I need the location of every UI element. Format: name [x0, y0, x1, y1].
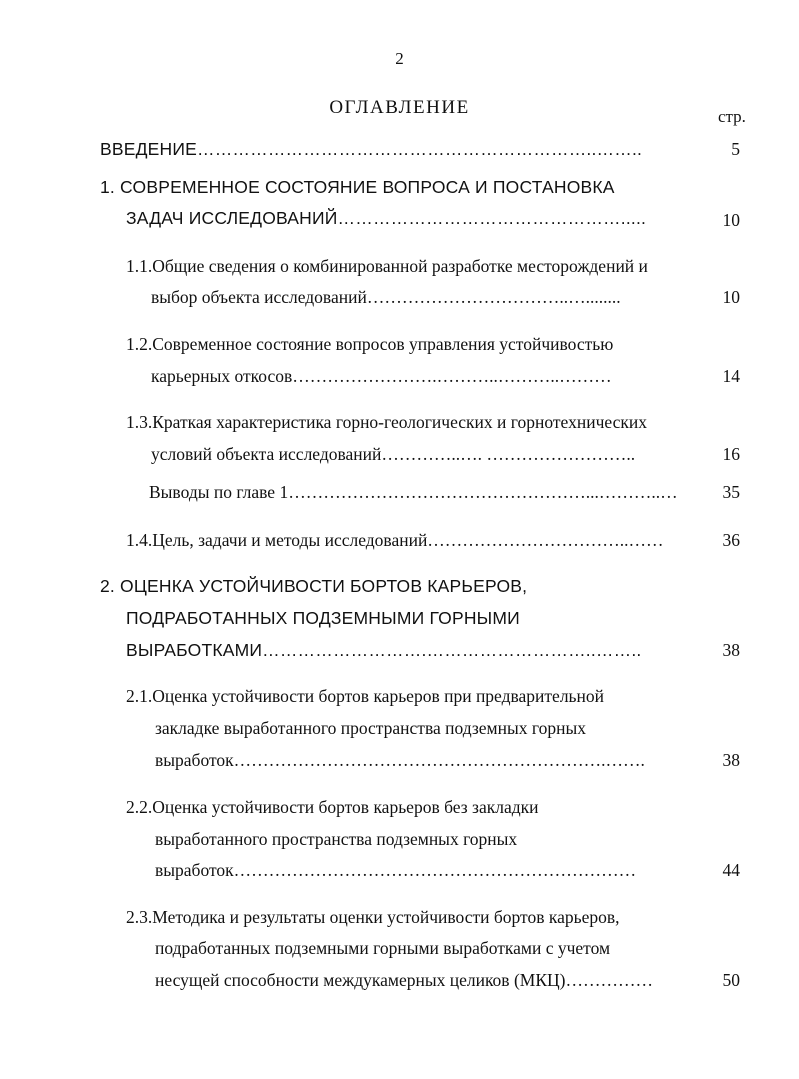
toc-section-1-1-line-2: выбор объекта исследований……………………………..…........ [151, 287, 621, 307]
toc-page-section-1-2: 14 [722, 366, 740, 386]
toc-page-section-1-4: 36 [722, 530, 740, 550]
toc-section-1-3-line-1: 1.3.Краткая характеристика горно-геологических и горнотехнических [126, 412, 647, 432]
toc-section-1-3-line-2: условий объекта исследований…………..…. …………………….. [151, 444, 636, 464]
toc-page-chapter-2: 38 [722, 640, 740, 660]
toc-section-2-3-line-3: несущей способности междукамерных целиков (МКЦ)…………… [155, 970, 653, 990]
toc-section-2-1-line-2: закладке выработанного пространства подземных горных [155, 718, 586, 738]
toc-entry-introduction: ВВЕДЕНИЕ…………………………………………………………..…….. [100, 139, 643, 159]
page-column-label: стр. [718, 107, 746, 126]
toc-conclusions-chapter-1: Выводы по главе 1……………………………………………...………..… [149, 482, 678, 502]
toc-chapter-2-line-1: 2. ОЦЕНКА УСТОЙЧИВОСТИ БОРТОВ КАРЬЕРОВ, [100, 576, 528, 596]
toc-section-1-4: 1.4.Цель, задачи и методы исследований……………………………..…… [126, 530, 664, 550]
page-number: 2 [395, 49, 404, 68]
toc-section-2-1-line-3: выработок……………………………………………………….……. [155, 750, 645, 770]
page-title: ОГЛАВЛЕНИЕ [329, 97, 470, 118]
toc-page-section-1-1: 10 [722, 287, 740, 307]
toc-section-2-2-line-1: 2.2.Оценка устойчивости бортов карьеров без закладки [126, 797, 539, 817]
toc-page-section-2-3: 50 [722, 970, 740, 990]
toc-page-conclusions: 35 [722, 482, 740, 502]
toc-chapter-2-line-2: ПОДРАБОТАННЫХ ПОДЗЕМНЫМИ ГОРНЫМИ [126, 608, 520, 628]
toc-page-chapter-1: 10 [722, 210, 740, 230]
toc-page-section-2-2: 44 [722, 860, 740, 880]
toc-section-2-3-line-2: подработанных подземными горными выработками с учетом [155, 938, 611, 958]
toc-section-1-2-line-2: карьерных откосов…………………….………..………..……… [151, 366, 612, 386]
toc-section-1-2-line-1: 1.2.Современное состояние вопросов управления устойчивостью [126, 334, 614, 354]
toc-page-section-1-3: 16 [722, 444, 740, 464]
toc-section-2-3-line-1: 2.3.Методика и результаты оценки устойчивости бортов карьеров, [126, 907, 620, 927]
toc-page-section-2-1: 38 [722, 750, 740, 770]
toc-section-1-1-line-1: 1.1.Общие сведения о комбинированной разработке месторождений и [126, 256, 648, 276]
toc-chapter-1-line-1: 1. СОВРЕМЕННОЕ СОСТОЯНИЕ ВОПРОСА И ПОСТАНОВКА [100, 177, 615, 197]
toc-chapter-2-line-3: ВЫРАБОТКАМИ……………………….………………………..…….. [126, 640, 642, 660]
toc-section-2-2-line-3: выработок…………………………………………………………… [155, 860, 637, 880]
toc-section-2-1-line-1: 2.1.Оценка устойчивости бортов карьеров при предварительной [126, 686, 605, 706]
toc-section-2-2-line-2: выработанного пространства подземных горных [155, 829, 518, 849]
toc-page-introduction: 5 [731, 139, 740, 159]
toc-chapter-1-line-2: ЗАДАЧ ИССЛЕДОВАНИЙ…………………………………………..... [126, 208, 647, 228]
